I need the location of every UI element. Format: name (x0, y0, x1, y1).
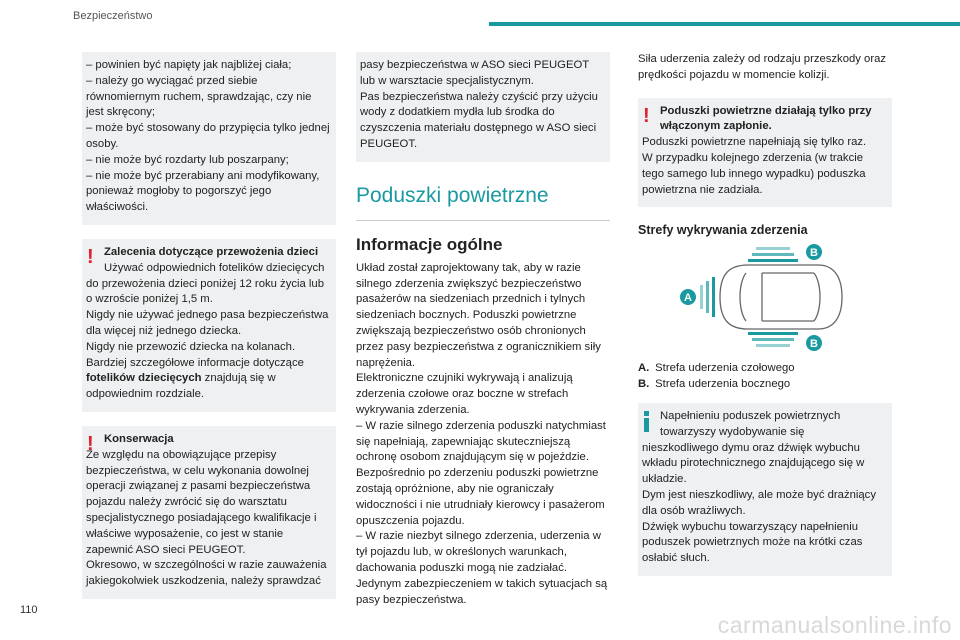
zones-legend (638, 361, 892, 393)
side-impact-zone-top (748, 247, 798, 262)
impact-intro-text: Siła uderzenia zależy od rodzaju przeszkody oraz prędkości pojazdu w momencie kolizji. (638, 53, 887, 81)
column-1 (82, 52, 336, 599)
warning-icon: ! (87, 245, 94, 268)
warning-box-ignition (638, 98, 892, 208)
info-body: nieszkodliwego dymu oraz dźwięk wybuchu wkładu pirotechnicznego znajdującego się w układzie. Dym jest nieszkodliwy, ale może być drażniący dla osób wrażliwych. Dźwięk wybuchu towarzyszący napełnieniu poduszek powietrznych może na krótki czas osłabić słuch. (642, 441, 876, 565)
airbag-general-text: Układ został zaprojektowany tak, aby w razie silnego zderzenia zwiększyć bezpieczeństwo pasażerów na siedzeniach przednich i tylnych siedzeniach bocznych. Poduszki powietrzne zwiększają bezpieczeństwo osób chronionych przez pasy bezpieczeństwa z ogranicznikiem siły naprężenia. Elektroniczne czujniki wykrywają i analizują zderzenia czołowe oraz boczne w strefach wykrywania zderzenia. – W razie silnego zderzenia poduszki natychmiast się napełniają, zapewniając skuteczniejszą ochronę osobom znajdującym się w pojeździe. Bezpośrednio po zderzeniu poduszki powietrzne zostają opróżnione, aby nie ograniczały widoczności i nie utrudniały kierowcy i pasażerom opuszczenia pojazdu. – W razie niezbyt silnego zderzenia, uderzenia w tył pojazdu lub, w określonych warunkach, dachowania poduszki mogą nie zadziałać. Jedynym zabezpieczeniem w takich sytuacjach są pasy bezpieczeństwa. (356, 261, 608, 606)
column-3 (638, 52, 892, 576)
svg-text:B: B (810, 247, 818, 260)
info-icon (644, 411, 649, 433)
info-first-line: Napełnieniu poduszek powietrznych towarzyszy wydobywanie się (660, 409, 841, 438)
warning-title: Poduszki powietrzne działają tylko przy włączonym zapłonie. (660, 104, 872, 133)
svg-text:B: B (810, 338, 818, 351)
zones-heading: Strefy wykrywania zderzenia (638, 223, 808, 238)
page-number: 110 (20, 604, 38, 616)
warning-body: Poduszki powietrzne napełniają się tylko raz. W przypadku kolejnego zderzenia (w trakcie tego samego lub innego wypadku) poduszka powietrzna nie zadziała. (642, 136, 867, 196)
legend-item: B. Strefa uderzenia bocznego (638, 378, 791, 391)
column-2 (356, 52, 610, 608)
warning-box-maintenance (82, 426, 336, 599)
seatbelt-list-text: – powinien być napięty jak najbliżej ciała; – należy go wyciągać przed siebie równomiernym ruchem, sprawdzając, czy nie jest skręcony; – może być stosowany do przypięcia tylko jednej osoby. – nie może być rozdarty lub poszarpany; – nie może być przerabiany ani modyfikowany, ponieważ mogłoby to pogorszyć jego właściwości. (86, 59, 330, 214)
section-heading: Poduszki powietrzne (356, 183, 549, 207)
warning-body: Używać odpowiednich fotelików dziecięcych do przewożenia dzieci poniżej 12 roku życia lub o wzroście poniżej 1,5 m. Nigdy nie używać jednego pasa bezpieczeństwa dla więcej niż jednego dziecka. Nigdy nie przewozić dziecka na kolanach. Bardziej szczegółowe informacje dotyczące fotelików dziecięcych znajdują się w odpowiednim rozdziale. (86, 261, 329, 401)
warning-icon: ! (643, 104, 650, 127)
warning-box-children (82, 239, 336, 412)
svg-text:A: A (684, 292, 692, 305)
continuation-text: pasy bezpieczeństwa w ASO sieci PEUGEOT lub w warsztacie specjalistycznym. Pas bezpieczeństwa należy czyścić przy użyciu wody z dodatkiem mydła lub środka do czyszczenia materiału dostępnego w ASO sieci PEUGEOT. (360, 59, 598, 150)
seatbelt-list-box (82, 52, 336, 225)
warning-title: Zalecenia dotyczące przewożenia dzieci (104, 245, 319, 258)
car-outline (720, 265, 842, 329)
warning-icon: ! (87, 432, 94, 455)
sub-heading: Informacje ogólne (356, 234, 503, 254)
header-section-title: Bezpieczeństwo (73, 10, 153, 22)
front-impact-zone (700, 277, 715, 317)
section-divider (356, 220, 610, 221)
continuation-box (356, 52, 610, 162)
warning-title: Konserwacja (104, 432, 174, 445)
legend-item: A. Strefa uderzenia czołowego (638, 362, 795, 375)
zone-label-b-top (806, 244, 822, 260)
impact-zones-diagram (638, 243, 892, 351)
zone-label-b-bottom (806, 335, 822, 351)
side-impact-zone-bottom (748, 332, 798, 347)
watermark: carmanualsonline.info (717, 612, 952, 638)
zone-label-a (680, 289, 696, 305)
header-accent-bar (489, 22, 960, 26)
info-box-deployment (638, 403, 892, 576)
warning-body: Ze względu na obowiązujące przepisy bezpieczeństwa, w celu wykonania dowolnej operacji związanej z pasami bezpieczeństwa pojazdu należy zwrócić się do warsztatu specjalistycznego posiadającego kwalifikacje i właściwe wyposażenie, co jest w stanie zapewnić ASO sieci PEUGEOT. Okresowo, w szczególności w razie zauważenia jakiegokolwiek uszkodzenia, należy sprawdzać (86, 448, 327, 588)
